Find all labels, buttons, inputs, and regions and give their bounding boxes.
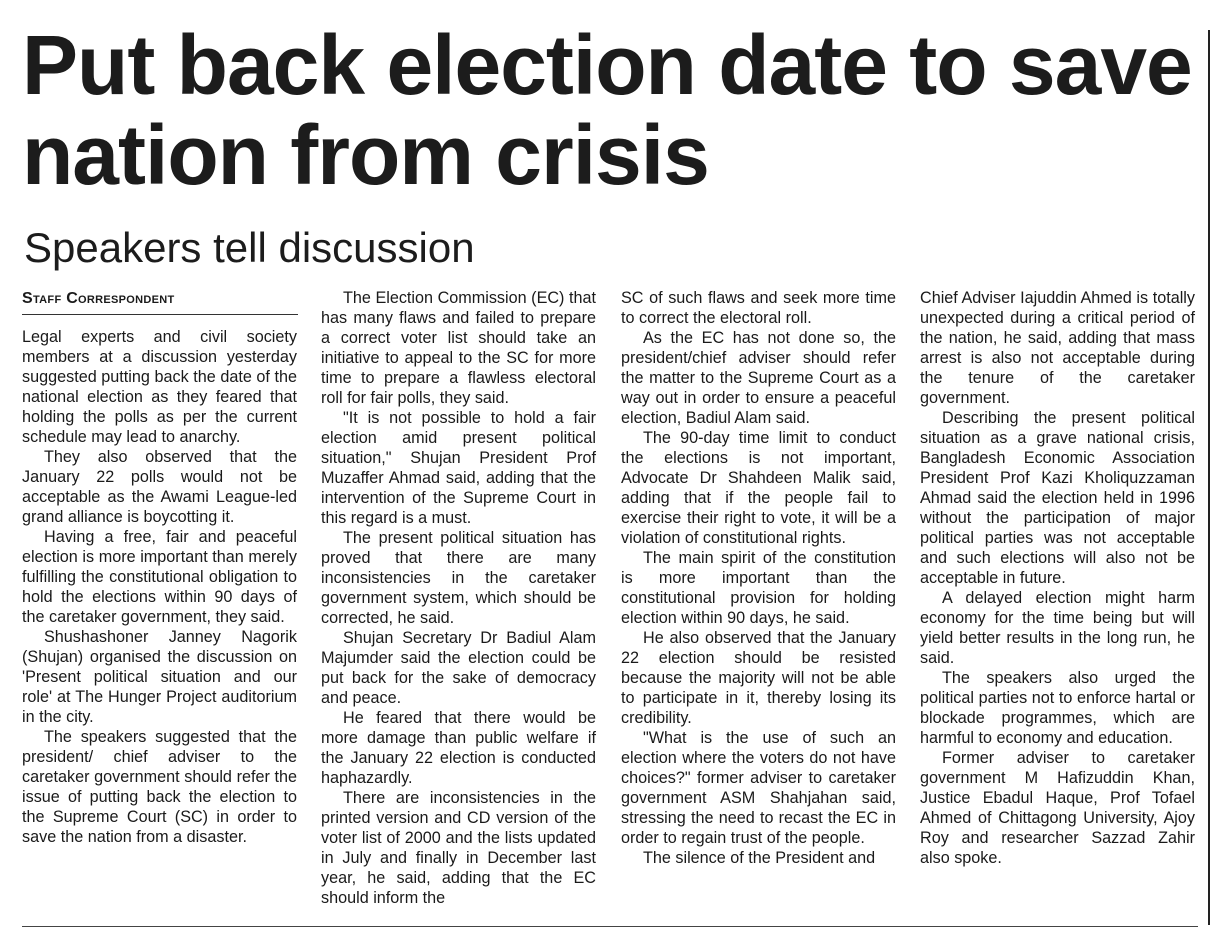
paragraph: Having a free, fair and peaceful election is more important than merely fulfilling the constitutional obligation to hold the elections within 90 days of the caretaker government, they said. (22, 528, 297, 626)
paragraph: The speakers also urged the political parties not to enforce hartal or blockade programmes, which are harmful to economy and education. (920, 669, 1195, 747)
paragraph: The speakers suggested that the president/ chief adviser to the caretaker government should refer the issue of putting back the election to the Supreme Court (SC) in order to save the nation from a disaster. (22, 728, 297, 846)
paragraph: The present political situation has proved that there are many inconsistencies in the caretaker government system, which should be corrected, he said. (321, 529, 596, 627)
paragraph: The main spirit of the constitution is more important than the constitutional provision for holding election within 90 days, he said. (621, 549, 896, 627)
paragraph: As the EC has not done so, the president/chief adviser should refer the matter to the Supreme Court as a way out in order to ensure a peaceful election, Badiul Alam said. (621, 329, 896, 427)
headline: Put back election date to save nation from crisis (22, 18, 1192, 202)
article-column-2 (321, 288, 596, 908)
paragraph: Former adviser to caretaker government M Hafizuddin Khan, Justice Ebadul Haque, Prof Tofael Ahmed of Chittagong University, Ajoy Roy and researcher Sazzad Zahir also spoke. (920, 749, 1195, 867)
subheadline: Speakers tell discussion (24, 224, 475, 271)
paragraph: He also observed that the January 22 election should be resisted because the majority will not be able to participate in it, thereby losing its credibility. (621, 629, 896, 727)
paragraph: Shushashoner Janney Nagorik (Shujan) organised the discussion on 'Present political situation and our role' at The Hunger Project auditorium in the city. (22, 628, 297, 726)
paragraph: "What is the use of such an election where the voters do not have choices?" former adviser to caretaker government ASM Shahjahan said, stressing the need to recast the EC in order to regain trust of the people. (621, 729, 896, 847)
byline-divider (22, 314, 298, 315)
paragraph: A delayed election might harm economy for the time being but will yield better results in the long run, he said. (920, 589, 1195, 667)
paragraph: He feared that there would be more damage than public welfare if the January 22 election is conducted haphazardly. (321, 709, 596, 787)
paragraph: SC of such flaws and seek more time to correct the electoral roll. (621, 289, 896, 327)
paragraph: Shujan Secretary Dr Badiul Alam Majumder said the election could be put back for the sake of democracy and peace. (321, 629, 596, 707)
article-column-3 (621, 288, 896, 868)
column-rule-right (1208, 30, 1210, 925)
article-column-1 (22, 327, 297, 847)
article-column-4 (920, 288, 1195, 868)
paragraph: There are inconsistencies in the printed version and CD version of the voter list of 2000 and the lists updated in July and finally in December last year, he said, adding that the EC should inform the (321, 789, 596, 907)
paragraph: The Election Commission (EC) that has many flaws and failed to prepare a correct voter list should take an initiative to appeal to the SC for more time to prepare a flawless electoral roll for fair polls, they said. (321, 289, 596, 407)
byline: Staff Correspondent (22, 290, 175, 307)
column-rule-bottom (22, 926, 1198, 927)
paragraph: They also observed that the January 22 polls would not be acceptable as the Awami League-led grand alliance is boycotting it. (22, 448, 297, 526)
paragraph: Describing the present political situation as a grave national crisis, Bangladesh Economic Association President Prof Kazi Kholiquzzaman Ahmad said the election held in 1996 without the participation of major political parties was not acceptable and such elections will also not be acceptable in future. (920, 409, 1195, 587)
paragraph: The 90-day time limit to conduct the elections is not important, Advocate Dr Shahdeen Malik said, adding that if the people fail to exercise their right to vote, it will be a violation of constitutional rights. (621, 429, 896, 547)
paragraph: Legal experts and civil society members at a discussion yesterday suggested putting back the date of the national election as they feared that holding the polls as per the current schedule may lead to anarchy. (22, 328, 297, 446)
paragraph: "It is not possible to hold a fair election amid present political situation," Shujan President Prof Muzaffer Ahmad said, adding that the intervention of the Supreme Court in this regard is a must. (321, 409, 596, 527)
paragraph: The silence of the President and (643, 849, 876, 867)
paragraph: Chief Adviser Iajuddin Ahmed is totally unexpected during a critical period of the nation, he said, adding that mass arrest is also not acceptable during the tenure of the caretaker government. (920, 289, 1195, 407)
